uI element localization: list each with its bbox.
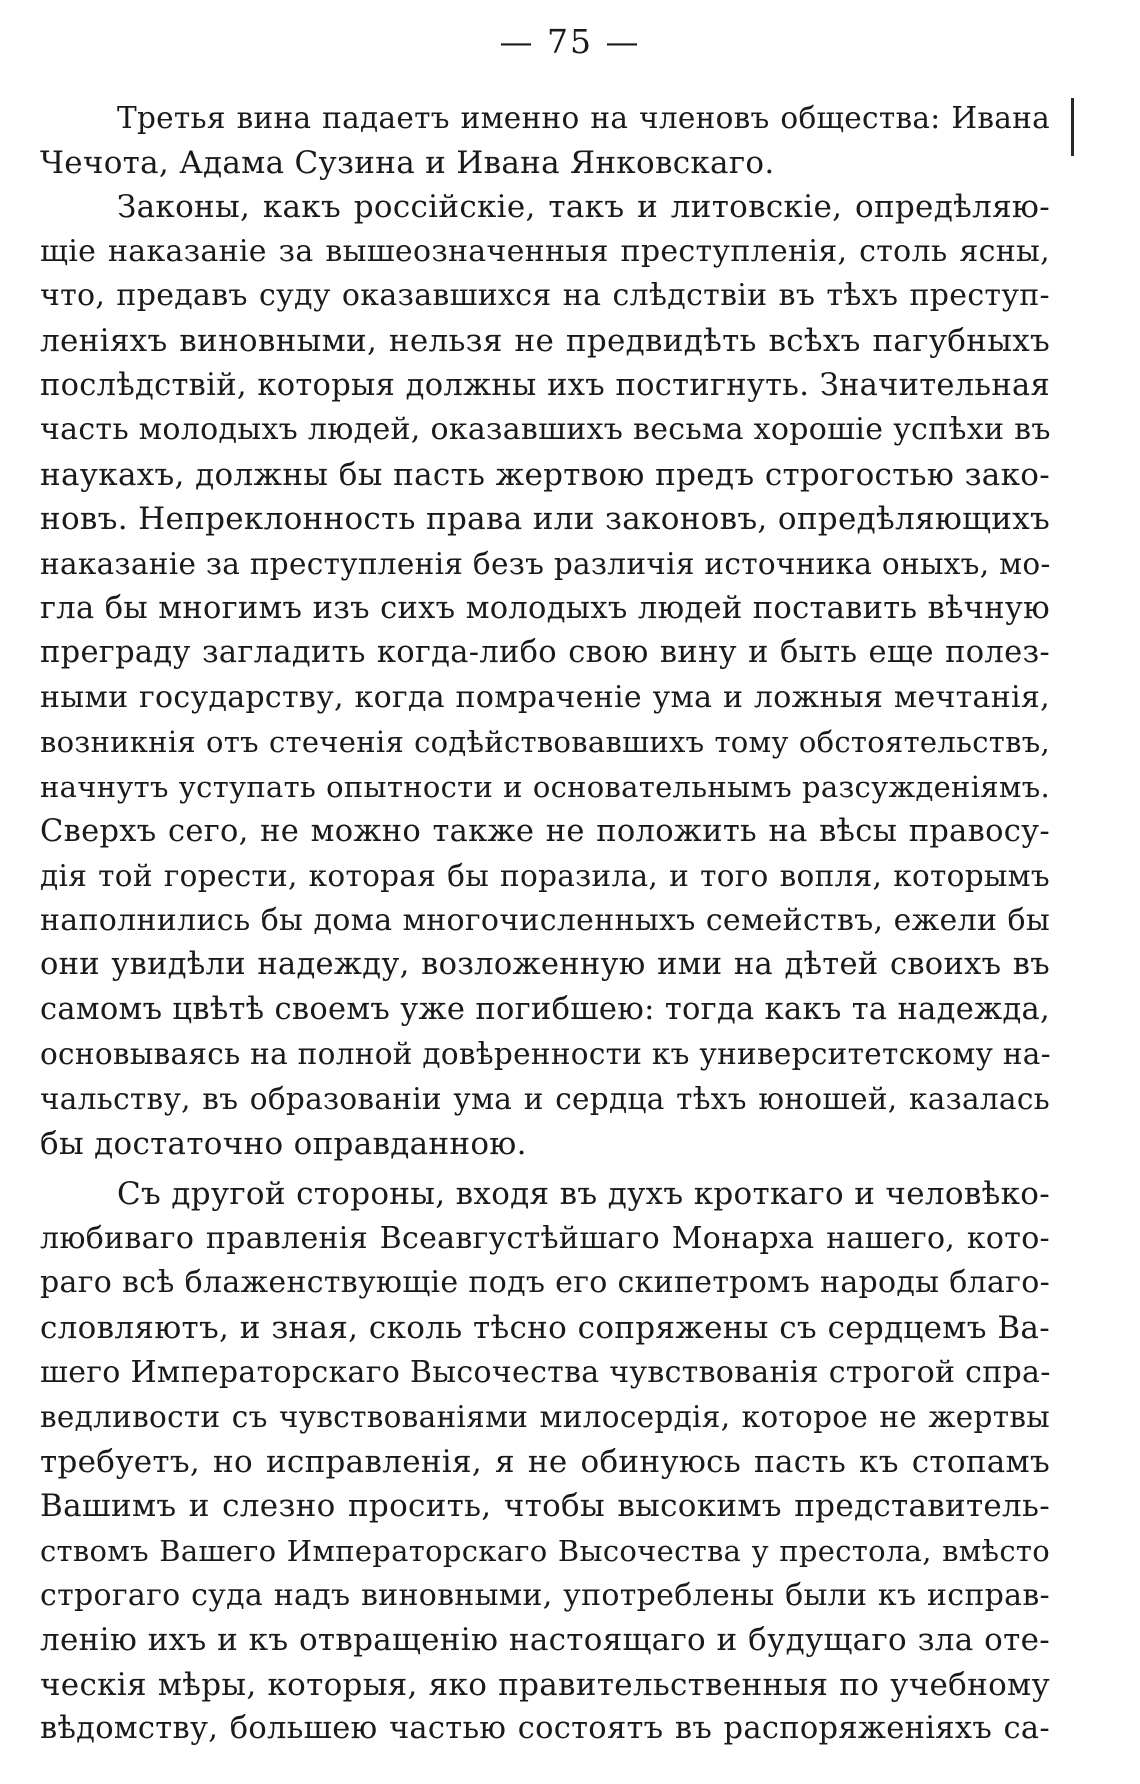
text-line: самомъ цвѣтѣ своемъ уже погибшею: тогда какъ та надежда, bbox=[40, 991, 1050, 1027]
text-line: ведливости съ чувствованіями милосердія, которое не жертвы bbox=[40, 1400, 1050, 1435]
text-line: ческія мѣры, которыя, яко правительственныя по учебному bbox=[40, 1666, 1050, 1703]
text-line: строгаго суда надъ виновными, употреблены были къ исправ- bbox=[40, 1577, 1050, 1613]
text-line: Вашимъ и слезно просить, чтобы высокимъ представитель- bbox=[40, 1488, 1050, 1525]
text-line: Сверхъ сего, не можно также не положить на вѣсы правосу- bbox=[40, 813, 1050, 849]
text-line: шего Императорскаго Высочества чувствованія строгой спра- bbox=[40, 1354, 1051, 1390]
margin-mark bbox=[1071, 98, 1074, 156]
text-line: наукахъ, должны бы пасть жертвою предъ строгостью зако- bbox=[40, 456, 1050, 493]
text-line: основываясь на полной довѣренности къ университетскому на- bbox=[40, 1037, 1051, 1072]
paragraph-2 bbox=[40, 185, 1050, 1166]
text-line: послѣдствій, которыя должны ихъ постигнуть. Значительная bbox=[40, 367, 1050, 403]
text-line: требуетъ, но исправленія, я не обинуюсь пасть къ стопамъ bbox=[40, 1443, 1050, 1480]
text-line: ленію ихъ и къ отвращенію настоящаго и будущаго зла оте- bbox=[40, 1622, 1050, 1659]
text-line: ствомъ Вашего Императорскаго Высочества у престола, вмѣсто bbox=[40, 1534, 1050, 1568]
text-line: дія той горести, которая бы поразила, и того вопля, которымъ bbox=[40, 859, 1050, 894]
text-line: словляютъ, и зная, сколь тѣсно сопряжены съ сердцемъ Ва- bbox=[40, 1310, 1050, 1347]
text-line: бы достаточно оправданною. bbox=[40, 1125, 527, 1162]
text-line: наполнились бы дома многочисленныхъ семействъ, ежели бы bbox=[40, 902, 1050, 938]
text-line: Съ другой стороны, входя въ духъ кроткаго и человѣко- bbox=[117, 1176, 1050, 1213]
text-line: начнутъ уступать опытности и основательнымъ разсужденіямъ. bbox=[40, 769, 1050, 804]
paragraph-1 bbox=[40, 96, 1050, 185]
text-line: раго всѣ блаженствующіе подъ его скипетромъ народы благо- bbox=[40, 1265, 1050, 1301]
text-line: новъ. Непреклонность права или законовъ, опредѣляющихъ bbox=[40, 501, 1050, 538]
text-line: Третья вина падаетъ именно на членовъ общества: Ивана bbox=[117, 101, 1050, 135]
text-line: ными государству, когда помраченіе ума и ложныя мечтанія, bbox=[40, 679, 1050, 715]
text-line: что, предавъ суду оказавшихся на слѣдствіи въ тѣхъ преступ- bbox=[40, 278, 1050, 314]
text-line: леніяхъ виновными, нельзя не предвидѣть всѣхъ пагубныхъ bbox=[40, 322, 1050, 359]
text-line: любиваго правленія Всеавгустѣйшаго Монарха нашего, кото- bbox=[40, 1220, 1050, 1256]
page-number: — 75 — bbox=[499, 22, 641, 61]
text-line: щіе наказаніе за вышеозначенныя преступленія, столь ясны, bbox=[40, 233, 1050, 269]
text-line: Чечота, Адама Сузина и Ивана Янковскаго. bbox=[40, 144, 775, 181]
text-line: Законы, какъ россійскіе, такъ и литовскіе, опредѣляю- bbox=[117, 189, 1050, 226]
body-text bbox=[40, 96, 1050, 1752]
text-line: часть молодыхъ людей, оказавшихъ весьма хорошіе успѣхи въ bbox=[40, 412, 1051, 448]
text-line: они увидѣли надежду, возложенную ими на дѣтей своихъ въ bbox=[40, 947, 1050, 983]
text-line: вѣдомству, большею частью состоятъ въ распоряженіяхъ са- bbox=[40, 1711, 1050, 1747]
text-line: возникнія отъ стеченія содѣйствовавшихъ тому обстоятельствъ, bbox=[40, 725, 1050, 760]
paragraph-3 bbox=[40, 1172, 1050, 1752]
text-line: гла бы многимъ изъ сихъ молодыхъ людей поставить вѣчную bbox=[40, 590, 1050, 626]
text-line: наказаніе за преступленія безъ различія источника оныхъ, мо- bbox=[40, 546, 1051, 581]
text-line: чальству, въ образованіи ума и сердца тѣхъ юношей, казалась bbox=[40, 1082, 1050, 1117]
text-line: преграду загладить когда-либо свою вину и быть еще полез- bbox=[40, 635, 1050, 671]
